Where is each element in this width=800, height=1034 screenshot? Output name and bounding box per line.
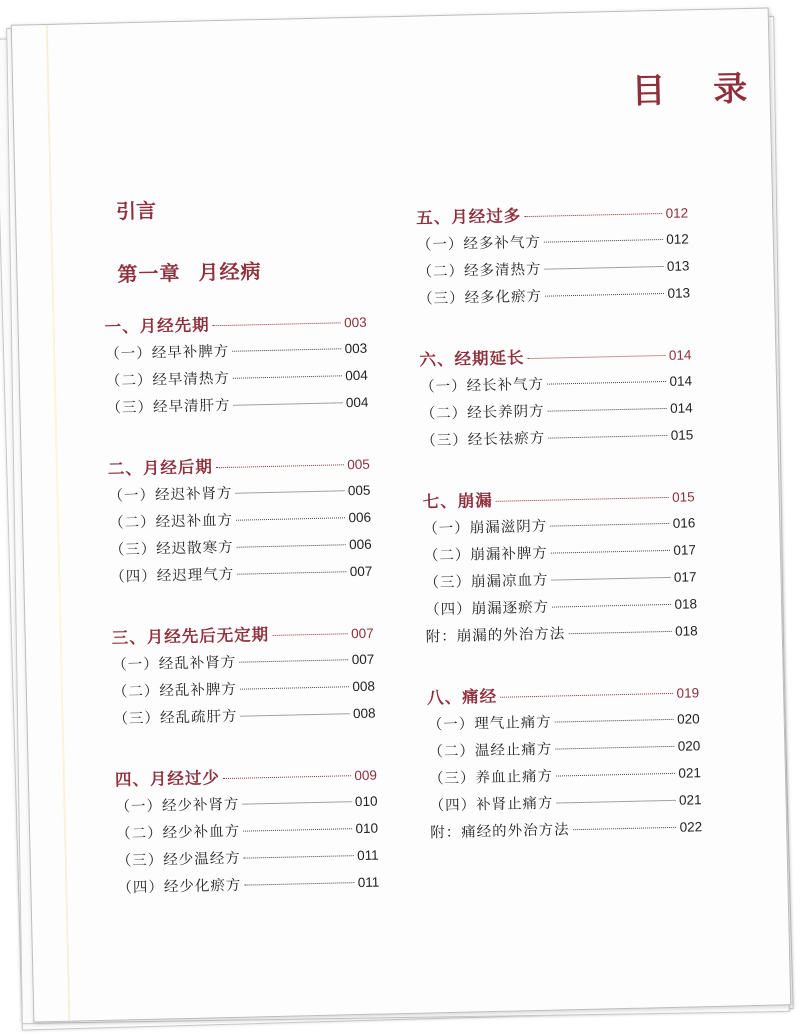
dot-leader <box>548 408 667 412</box>
toc-section <box>104 308 368 424</box>
section-title: 七、崩漏 <box>422 490 493 512</box>
dot-leader <box>237 544 346 547</box>
chapter-number: 第一章 <box>117 260 181 287</box>
dot-leader <box>237 571 346 574</box>
dot-leader <box>547 381 666 385</box>
page-number: 007 <box>350 625 374 642</box>
page-number: 006 <box>348 509 372 526</box>
section-title: 五、月经过多 <box>416 206 522 228</box>
page-number: 006 <box>348 536 372 553</box>
page-number: 004 <box>345 394 369 411</box>
page-number: 010 <box>355 820 379 837</box>
entry-title: （三）经少温经方 <box>116 850 241 870</box>
toc-entry <box>426 619 699 652</box>
dot-leader <box>243 801 352 804</box>
toc-column-right <box>416 198 703 880</box>
entry-title: （一）崩漏滋阴方 <box>423 518 548 538</box>
entry-title: （三）养血止痛方 <box>428 768 554 788</box>
page-number: 013 <box>666 258 690 274</box>
section-title: 六、经期延长 <box>419 348 525 370</box>
page-number: 005 <box>347 482 371 499</box>
page-number: 015 <box>671 489 695 505</box>
entry-title: （二）温经止痛方 <box>428 741 553 761</box>
toc-section <box>115 761 380 904</box>
dot-leader <box>556 773 675 777</box>
entry-title: （三）经多化瘀方 <box>417 288 543 308</box>
toc-entry <box>421 423 694 456</box>
dot-leader <box>550 523 669 527</box>
entry-title: （二）经多清热方 <box>417 261 542 281</box>
page-number: 018 <box>675 623 698 639</box>
dot-leader <box>524 213 662 217</box>
dot-leader <box>551 550 670 554</box>
page-number: 020 <box>677 711 700 727</box>
dot-leader <box>568 631 672 634</box>
page-number: 009 <box>354 767 378 784</box>
dot-leader <box>557 800 676 804</box>
section-title: 一、月经先期 <box>104 315 210 337</box>
toc-section <box>416 198 690 314</box>
dot-leader <box>548 435 667 439</box>
toc-entry <box>418 281 691 314</box>
page-number: 022 <box>679 819 703 835</box>
dot-leader <box>555 719 674 723</box>
dot-leader <box>496 497 669 502</box>
entry-title: （四）经迟理气方 <box>110 566 235 586</box>
entry-title: （二）经乱补脾方 <box>112 681 238 701</box>
dot-leader <box>239 659 348 662</box>
page-number: 012 <box>666 231 689 247</box>
dot-leader <box>233 375 342 378</box>
page-number: 013 <box>667 285 691 301</box>
toc-column-left <box>104 308 380 936</box>
chapter-name: 月经病 <box>198 259 262 285</box>
entry-title: （一）经多补气方 <box>416 234 542 254</box>
page-number: 015 <box>670 427 694 443</box>
dot-leader <box>544 239 663 243</box>
page-number: 007 <box>349 563 373 580</box>
page-number: 004 <box>345 367 368 384</box>
page-number: 014 <box>669 400 693 416</box>
toc-intro-entry: 引言 <box>115 198 157 224</box>
entry-title: （一）理气止痛方 <box>427 714 552 734</box>
entry-title: （四）崩漏逐瘀方 <box>424 599 550 619</box>
dot-leader <box>241 713 350 716</box>
dot-leader <box>552 577 671 581</box>
entry-title: （二）崩漏补脾方 <box>423 545 549 565</box>
toc-entry <box>113 702 376 735</box>
page-number: 016 <box>672 515 696 531</box>
dot-leader <box>240 686 349 689</box>
entry-title: （一）经长补气方 <box>419 376 545 396</box>
section-title: 二、月经后期 <box>107 457 214 479</box>
toc-section <box>111 619 375 735</box>
toc-page <box>11 8 791 1023</box>
dot-leader <box>236 517 345 520</box>
entry-title: 附：崩漏的外治方法 <box>425 626 566 646</box>
dot-leader <box>232 348 341 351</box>
page-number: 012 <box>665 205 689 221</box>
page-number: 014 <box>668 347 692 363</box>
dot-leader <box>272 633 348 636</box>
dot-leader <box>223 775 351 779</box>
toc-entry <box>117 871 380 904</box>
toc-entry <box>430 815 703 848</box>
toc-section <box>419 340 693 456</box>
dot-leader <box>233 402 342 405</box>
dot-leader <box>552 604 671 608</box>
page-number: 010 <box>354 793 378 810</box>
dot-leader <box>555 746 674 750</box>
page-number: 011 <box>357 847 379 864</box>
section-title: 三、月经先后无定期 <box>111 625 270 648</box>
page-title: 目 录 <box>631 68 766 112</box>
page-number: 019 <box>676 685 700 701</box>
entry-title: （一）经早补脾方 <box>105 343 230 363</box>
entry-title: （三）经乱疏肝方 <box>113 708 238 728</box>
entry-title: （一）经迟补肾方 <box>108 485 233 505</box>
page-number: 017 <box>673 569 697 585</box>
page-number: 007 <box>351 651 375 668</box>
entry-title: （二）经长养阴方 <box>420 403 545 423</box>
entry-title: （三）经长祛瘀方 <box>421 430 546 450</box>
entry-title: （二）经少补血方 <box>115 823 241 843</box>
dot-leader <box>527 355 665 359</box>
entry-title: （一）经少补肾方 <box>115 796 240 816</box>
dot-leader <box>545 293 664 297</box>
page-number: 008 <box>352 678 376 695</box>
page-number: 008 <box>352 705 376 722</box>
page-number: 014 <box>669 373 693 389</box>
toc-entry <box>110 560 373 593</box>
entry-title: （三）经迟散寒方 <box>109 539 234 559</box>
dot-leader <box>244 855 354 859</box>
page-number: 011 <box>357 874 380 891</box>
section-title: 四、月经过少 <box>114 768 221 790</box>
dot-leader <box>573 827 677 830</box>
page-number: 003 <box>344 340 368 357</box>
entry-title: 附：痛经的外治方法 <box>430 822 570 842</box>
page-number: 021 <box>678 792 702 808</box>
dot-leader <box>216 464 344 468</box>
entry-title: （四）补肾止痛方 <box>429 795 554 815</box>
toc-section <box>427 678 703 848</box>
dot-leader <box>235 490 344 493</box>
entry-title: （三）经早清肝方 <box>106 397 231 417</box>
entry-title: （二）经迟补血方 <box>108 512 234 532</box>
page-number: 018 <box>674 596 698 612</box>
page-number: 003 <box>343 314 367 331</box>
page-number: 005 <box>347 456 371 473</box>
section-title: 八、痛经 <box>426 686 498 708</box>
chapter-heading <box>117 255 280 288</box>
dot-leader <box>544 266 663 270</box>
dot-leader <box>243 828 352 831</box>
page-number: 020 <box>677 738 701 754</box>
entry-title: （三）崩漏凉血方 <box>424 572 549 592</box>
toc-section <box>108 450 373 593</box>
toc-entry <box>106 391 369 424</box>
dot-leader <box>500 693 673 698</box>
entry-title: （一）经乱补肾方 <box>112 654 237 674</box>
dot-leader <box>213 322 341 326</box>
dot-leader <box>244 882 354 886</box>
page-fold-line <box>46 25 71 1021</box>
toc-section <box>422 482 698 652</box>
entry-title: （四）经少化瘀方 <box>117 877 242 897</box>
page-number: 017 <box>673 542 697 558</box>
page-number: 021 <box>678 765 702 781</box>
entry-title: （二）经早清热方 <box>105 370 231 390</box>
